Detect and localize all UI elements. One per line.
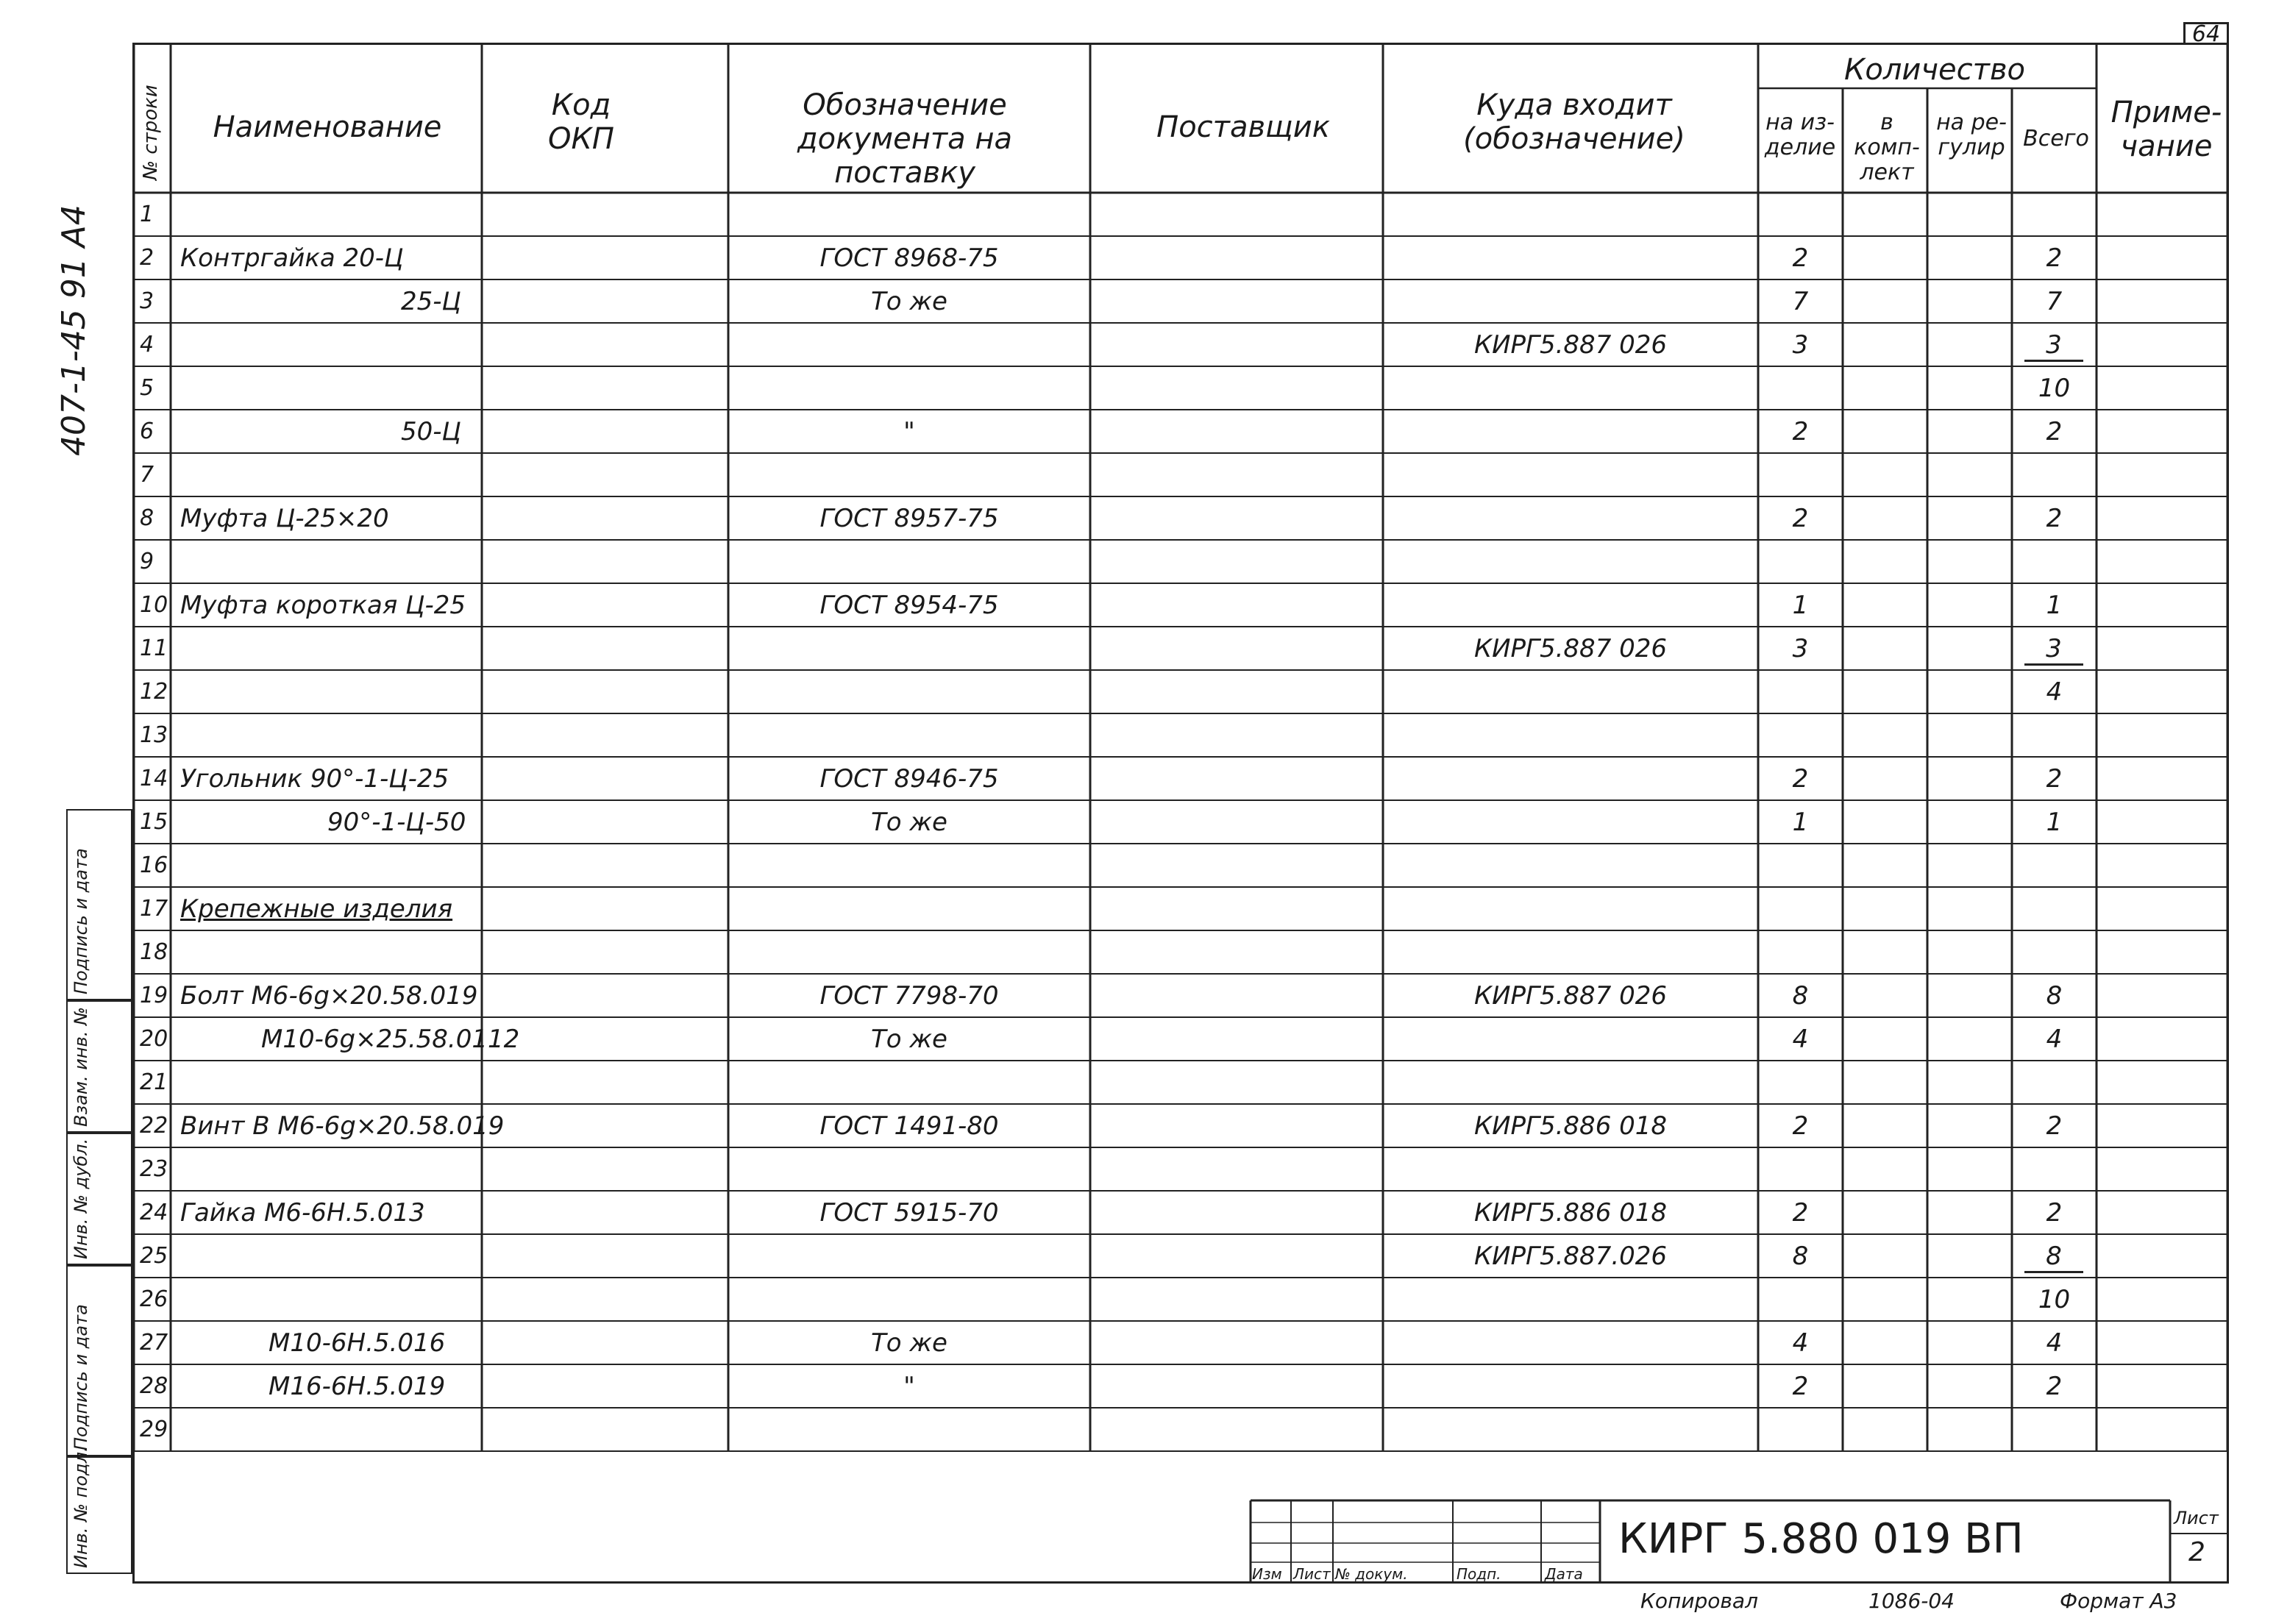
list-label: Лист xyxy=(2174,1508,2219,1528)
row-qty-item: 2 xyxy=(1792,1198,1809,1228)
row-qty-item: 2 xyxy=(1792,1111,1809,1141)
row-qty-item: 2 xyxy=(1792,504,1809,533)
footer-copied: Копировал xyxy=(1640,1589,1758,1613)
row-doc: ГОСТ 8954-75 xyxy=(819,591,999,620)
row-qty-total: 1 xyxy=(2046,808,2063,837)
header-supplier: Поставщик xyxy=(1156,110,1330,144)
row-name: 90°-1-Ц-50 xyxy=(327,808,466,837)
row-number: 22 xyxy=(140,1113,168,1139)
row-number: 8 xyxy=(140,505,154,531)
row-number: 28 xyxy=(140,1373,168,1399)
document-code: КИРГ 5.880 019 ВП xyxy=(1618,1515,2024,1563)
row-doc: ГОСТ 8957-75 xyxy=(819,504,999,533)
row-number: 23 xyxy=(140,1156,168,1182)
row-number: 12 xyxy=(140,679,168,705)
row-doc: " xyxy=(903,417,915,446)
row-name: Гайка М6-6Н.5.013 xyxy=(180,1198,425,1228)
row-doc: То же xyxy=(871,1025,947,1054)
stamp-label: Подпись и дата xyxy=(71,848,91,994)
row-qty-item: 8 xyxy=(1792,981,1809,1011)
row-name: 50-Ц xyxy=(401,417,461,446)
row-qty-item: 3 xyxy=(1792,634,1809,663)
row-qty-item: 2 xyxy=(1792,1372,1809,1401)
row-qty-total: 2 xyxy=(2046,764,2063,794)
header-okp: Код ОКП xyxy=(548,88,614,156)
row-qty-total: 2 xyxy=(2046,1111,2063,1141)
header-row-no-text: № строки xyxy=(140,85,162,180)
row-number: 3 xyxy=(140,288,154,314)
row-number: 9 xyxy=(140,549,154,574)
row-qty-total: 2 xyxy=(2046,1198,2063,1228)
row-name: 25-Ц xyxy=(401,287,461,316)
row-number: 7 xyxy=(140,462,154,488)
row-qty-total: 2 xyxy=(2046,243,2063,273)
row-name: Угольник 90°-1-Ц-25 xyxy=(180,764,449,794)
row-doc: То же xyxy=(871,1328,947,1358)
row-qty-item: 2 xyxy=(1792,243,1809,273)
row-number: 2 xyxy=(140,245,154,271)
row-qty-total: 3 xyxy=(2024,330,2083,362)
header-name: Наименование xyxy=(213,110,442,144)
list-value: 2 xyxy=(2188,1537,2205,1567)
header-row-no xyxy=(134,51,171,191)
row-qty-item: 8 xyxy=(1792,1242,1809,1271)
row-number: 4 xyxy=(140,332,154,357)
row-qty-total: 8 xyxy=(2046,981,2063,1011)
row-qty-total: 4 xyxy=(2046,677,2063,707)
row-number: 6 xyxy=(140,419,154,444)
row-where: КИРГ5.886 018 xyxy=(1473,1198,1668,1228)
row-doc: То же xyxy=(871,287,947,316)
row-number: 1 xyxy=(140,202,154,227)
row-doc: ГОСТ 1491-80 xyxy=(819,1111,999,1141)
row-qty-total: 10 xyxy=(2038,1285,2071,1314)
titleblock-label: Изм xyxy=(1252,1565,1282,1583)
row-number: 10 xyxy=(140,592,168,618)
row-qty-total: 4 xyxy=(2046,1328,2063,1358)
row-doc: " xyxy=(903,1372,915,1401)
row-number: 25 xyxy=(140,1243,168,1269)
row-number: 14 xyxy=(140,766,168,791)
row-name: М10-6Н.5.016 xyxy=(269,1328,446,1358)
row-number: 15 xyxy=(140,809,168,835)
row-qty-total: 2 xyxy=(2046,1372,2063,1401)
row-number: 17 xyxy=(140,896,168,922)
row-name: Муфта Ц-25×20 xyxy=(180,504,389,533)
row-qty-total: 2 xyxy=(2046,417,2063,446)
row-name: Болт М6-6g×20.58.019 xyxy=(180,981,478,1011)
row-qty-total: 7 xyxy=(2046,287,2063,316)
row-where: КИРГ5.886 018 xyxy=(1473,1111,1668,1141)
row-number: 24 xyxy=(140,1200,168,1225)
row-qty-item: 7 xyxy=(1792,287,1809,316)
row-number: 11 xyxy=(140,635,168,661)
row-number: 26 xyxy=(140,1286,168,1312)
row-where: КИРГ5.887 026 xyxy=(1473,981,1668,1011)
row-number: 27 xyxy=(140,1330,168,1356)
header-qty-total: Всего xyxy=(2023,126,2089,152)
row-qty-item: 2 xyxy=(1792,764,1809,794)
row-doc: ГОСТ 8968-75 xyxy=(819,243,999,273)
row-name: М10-6g×25.58.0112 xyxy=(261,1025,520,1054)
row-number: 20 xyxy=(140,1026,168,1052)
row-qty-item: 1 xyxy=(1792,591,1809,620)
header-qty-adj: на ре-гулир xyxy=(1936,110,2007,160)
row-doc: ГОСТ 5915-70 xyxy=(819,1198,999,1228)
header-qty: Количество xyxy=(1843,53,2025,87)
row-name: Винт В М6-6g×20.58.019 xyxy=(180,1111,505,1141)
row-doc: То же xyxy=(871,808,947,837)
side-code-text: 407-1-45 91 A4 xyxy=(55,204,93,456)
row-where: КИРГ5.887 026 xyxy=(1473,330,1668,360)
footer-format: Формат А3 xyxy=(2060,1589,2177,1613)
sheet-number: 64 xyxy=(2183,22,2229,44)
header-doc: Обозначение документа на поставку xyxy=(797,88,1013,190)
row-number: 18 xyxy=(140,939,168,965)
row-doc: ГОСТ 7798-70 xyxy=(819,981,999,1011)
titleblock-label: Дата xyxy=(1545,1565,1583,1583)
row-qty-total: 2 xyxy=(2046,504,2063,533)
row-qty-item: 1 xyxy=(1792,808,1809,837)
row-name: Крепежные изделия xyxy=(180,894,453,924)
row-number: 21 xyxy=(140,1069,168,1095)
stamp-label: Взам. инв. № xyxy=(71,1007,91,1127)
header-qty-item: на из-делие xyxy=(1764,110,1836,160)
titleblock-label: Подп. xyxy=(1457,1565,1501,1583)
row-where: КИРГ5.887.026 xyxy=(1473,1242,1668,1271)
footer-order: 1086-04 xyxy=(1868,1589,1955,1613)
row-qty-item: 4 xyxy=(1792,1025,1809,1054)
row-qty-total: 4 xyxy=(2046,1025,2063,1054)
row-name: М16-6Н.5.019 xyxy=(269,1372,446,1401)
row-where: КИРГ5.887 026 xyxy=(1473,634,1668,663)
stamp-label: Подпись и дата xyxy=(71,1304,91,1450)
header-where: Куда входит (обозначение) xyxy=(1463,88,1685,156)
stamp-label: Инв. № подл. xyxy=(71,1446,91,1568)
titleblock-label: Лист xyxy=(1293,1565,1331,1583)
row-number: 13 xyxy=(140,722,168,748)
row-qty-total: 3 xyxy=(2024,634,2083,666)
header-qty-kit: в комп-лект xyxy=(1854,110,1920,185)
row-name: Контргайка 20-Ц xyxy=(180,243,404,273)
row-qty-total: 10 xyxy=(2038,374,2071,403)
row-doc: ГОСТ 8946-75 xyxy=(819,764,999,794)
row-qty-item: 2 xyxy=(1792,417,1809,446)
header-note: Приме-чание xyxy=(2110,96,2222,163)
stamp-label: Инв. № дубл. xyxy=(71,1138,91,1259)
row-name: Муфта короткая Ц-25 xyxy=(180,591,466,620)
row-qty-item: 3 xyxy=(1792,330,1809,360)
row-number: 16 xyxy=(140,852,168,878)
titleblock-label: № докум. xyxy=(1335,1565,1408,1583)
row-qty-total: 1 xyxy=(2046,591,2063,620)
row-qty-total: 8 xyxy=(2024,1242,2083,1273)
row-number: 29 xyxy=(140,1417,168,1442)
row-qty-item: 4 xyxy=(1792,1328,1809,1358)
row-number: 5 xyxy=(140,375,154,401)
row-number: 19 xyxy=(140,983,168,1008)
